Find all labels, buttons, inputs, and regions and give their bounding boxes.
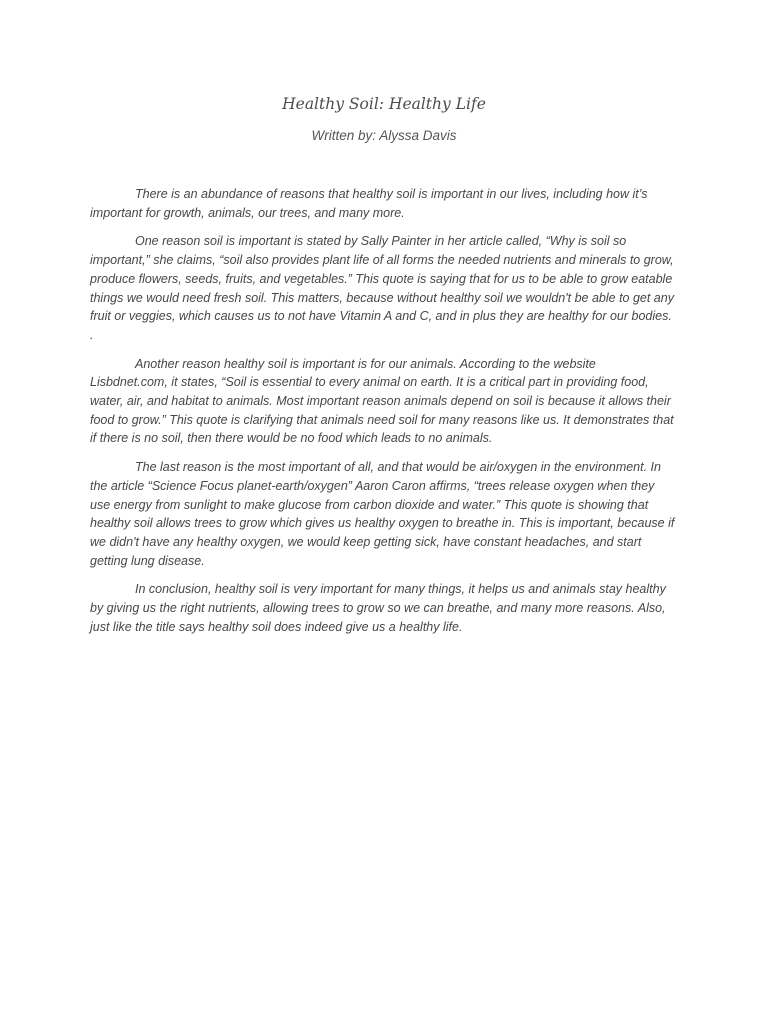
body-paragraph-intro: There is an abundance of reasons that healthy soil is important in our lives, including how it’s important for growth, animals, our trees, and many more.	[90, 187, 648, 220]
document-byline: Written by: Alyssa Davis	[311, 128, 457, 143]
body-paragraph-conclusion: In conclusion, healthy soil is very important for many things, it helps us and animals stay healthy by giving us the right nutrients, allowing trees to grow so we can breathe, and many more reasons. Also, just like the title says healthy soil does indeed give us a healthy life.	[90, 582, 666, 634]
body-paragraph-oxygen: The last reason is the most important of all, and that would be air/oxygen in the environment. In the article “Science Focus planet-earth/oxygen” Aaron Caron affirms, “trees release oxygen when they use energy from sunlight to make glucose from carbon dioxide and water.” This quote is showing that healthy soil allows trees to grow which gives us healthy oxygen to breathe in. This is important, because if we didn't have any healthy oxygen, we would keep getting sick, have constant headaches, and start getting lung disease.	[90, 460, 675, 568]
document-body	[90, 185, 676, 646]
document-title: Healthy Soil: Healthy Life	[282, 95, 486, 113]
body-paragraph-animals: Another reason healthy soil is important is for our animals. According to the website Lisbdnet.com, it states, “Soil is essential to every animal on earth. It is a critical part in providing food, water, air, and habitat to animals. Most important reason animals depend on soil is because it allows their food to grow.” This quote is clarifying that animals need soil for many reasons like us. It demonstrates that if there is no soil, then there would be no food which leads to no animals.	[90, 356, 674, 446]
body-paragraph-plants: One reason soil is important is stated by Sally Painter in her article called, “Why is soil so important,” she claims, “soil also provides plant life of all forms the needed nutrients and minerals to grow, produce flowers, seeds, fruits, and vegetables.” This quote is saying that for us to be able to grow eatable things we would need fresh soil. This matters, because without healthy soil we wouldn't be able to get any fruit or veggies, which causes us to not have Vitamin A and C, and in plus they are healthy for our bodies. .	[90, 234, 674, 342]
